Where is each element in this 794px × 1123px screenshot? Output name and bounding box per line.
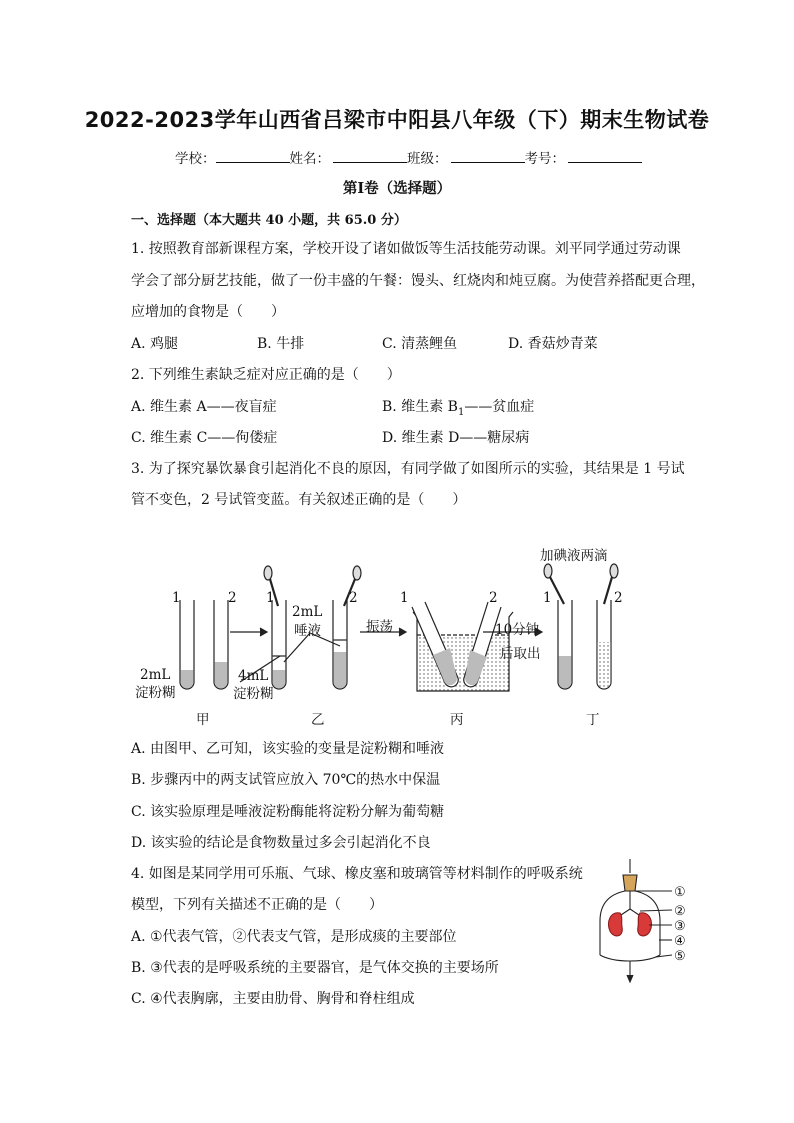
- q2-option-a: A. 维生素 A——夜盲症: [131, 399, 277, 415]
- school-label: 学校：: [175, 151, 216, 167]
- q1-stem-line3: 应增加的食物是（ ）: [131, 304, 285, 320]
- exam-no-blank: [568, 148, 642, 163]
- name-blank: [333, 148, 407, 163]
- class-blank: [451, 148, 525, 163]
- q2-option-b: [382, 396, 534, 418]
- arrow-head-yi-bing: [399, 628, 406, 636]
- pull-arrow-head: [627, 975, 633, 982]
- q3-option-b: B. 步骤丙中的两支试管应放入 70℃的热水中保温: [131, 772, 441, 788]
- label-iodine: 加碘液两滴: [540, 548, 608, 564]
- q1-option-d: D. 香菇炒青菜: [508, 336, 598, 352]
- q4-stem-line1: 4. 如图是某同学用可乐瓶、气球、橡皮塞和玻璃管等材料制作的呼吸系统: [131, 866, 583, 882]
- tube-ding-2: [597, 600, 611, 689]
- marker-1: ①: [674, 885, 686, 900]
- label-bing-tube2: 2: [489, 590, 498, 606]
- name-label: 姓名：: [289, 151, 330, 167]
- rubber-membrane: [600, 955, 660, 961]
- page-title: 2022-2023学年山西省吕梁市中阳县八年级（下）期末生物试卷: [84, 108, 710, 132]
- label-jia: 甲: [196, 712, 210, 728]
- q2-option-b-text: B. 维生素 B: [382, 399, 458, 415]
- pointer-2: [640, 910, 672, 911]
- q1-option-a: A. 鸡腿: [131, 336, 179, 352]
- left-balloon-lung: [608, 913, 622, 936]
- label-jia-tube1: 1: [172, 590, 181, 606]
- q2-stem: 2. 下列维生素缺乏症对应正确的是（ ）: [131, 367, 401, 383]
- label-jia-tube2: 2: [228, 590, 237, 606]
- q2-option-d: D. 维生素 D——糖尿病: [382, 430, 530, 446]
- bronchi-tubes: [621, 909, 639, 915]
- q1-option-b: B. 牛排: [257, 336, 305, 352]
- q2-option-b-subscript: 1: [457, 406, 465, 418]
- q3-option-c: C. 该实验原理是唾液淀粉酶能将淀粉分解为葡萄糖: [131, 804, 445, 820]
- q2-option-b-tail: ——贫血症: [464, 399, 535, 415]
- q3-stem-line1: 3. 为了探究暴饮暴食引起消化不良的原因，有同学做了如图所示的实验，其结果是 1 号试: [131, 461, 685, 477]
- label-yi: 乙: [311, 712, 325, 728]
- q4-option-b: B. ③代表的是呼吸系统的主要器官，是气体交换的主要场所: [131, 960, 499, 976]
- label-yi-tube2: 2: [349, 590, 358, 606]
- q3-option-a: A. 由图甲、乙可知，该实验的变量是淀粉糊和唾液: [131, 741, 445, 757]
- q2-option-c: C. 维生素 C——佝偻症: [131, 430, 278, 446]
- exam-no-label: 考号：: [524, 151, 565, 167]
- q3-stem-line2: 管不变色，2 号试管变蓝。有关叙述正确的是（ ）: [131, 492, 467, 508]
- marker-4: ④: [674, 934, 686, 949]
- marker-3: ③: [674, 919, 686, 934]
- arrow-head-jia-yi: [260, 628, 267, 636]
- label-saliva-vol: 2mL: [292, 604, 323, 620]
- label-ten-min: 10分钟: [495, 622, 540, 638]
- section-title: 第Ⅰ卷（选择题）: [342, 180, 452, 197]
- digestion-experiment-figure: [130, 540, 650, 735]
- label-take-out: 后取出: [500, 646, 541, 662]
- class-label: 班级：: [407, 151, 448, 167]
- q4-option-a: A. ①代表气管，②代表支气管，是形成痰的主要部位: [131, 929, 457, 945]
- q1-stem-line1: 1. 按照教育部新课程方案，学校开设了诸如做饭等生活技能劳动课。刘平同学通过劳动课: [131, 241, 681, 257]
- marker-2: ②: [674, 904, 686, 919]
- label-saliva: 唾液: [294, 623, 321, 639]
- label-ding-tube2: 2: [614, 590, 623, 606]
- label-starch-jia: 淀粉糊: [135, 685, 176, 701]
- student-info-row: [175, 147, 642, 167]
- label-starch-4ml: 4mL: [238, 668, 269, 684]
- label-shake: 振荡: [366, 619, 393, 635]
- tube-ding-1: [558, 600, 572, 689]
- label-bing: 丙: [450, 712, 464, 728]
- label-starch-yi: 淀粉糊: [233, 686, 274, 702]
- tube-jia-1: [180, 600, 194, 689]
- tube-jia-2: [214, 600, 228, 689]
- respiratory-model-figure: [590, 855, 700, 990]
- q4-option-c: C. ④代表胸廓，主要由肋骨、胸骨和脊柱组成: [131, 991, 415, 1007]
- label-ding-tube1: 1: [543, 590, 552, 606]
- right-balloon-lung: [638, 913, 652, 936]
- q1-option-c: C. 清蒸鲤鱼: [382, 336, 458, 352]
- label-starch-2ml: 2mL: [140, 667, 171, 683]
- label-ding: 丁: [586, 712, 600, 728]
- part-heading: 一、选择题（本大题共 40 小题，共 65.0 分）: [131, 213, 407, 228]
- q4-stem-line2: 模型，下列有关描述不正确的是（ ）: [131, 897, 383, 913]
- marker-5: ⑤: [674, 949, 686, 964]
- school-blank: [216, 148, 290, 163]
- q3-option-d: D. 该实验的结论是食物数量过多会引起消化不良: [131, 835, 431, 851]
- q1-stem-line2: 学会了部分厨艺技能，做了一份丰盛的午餐：馒头、红烧肉和炖豆腐。为使营养搭配更合理，: [131, 273, 705, 289]
- label-bing-tube1: 1: [400, 590, 409, 606]
- label-yi-tube1: 1: [266, 590, 275, 606]
- tube-yi-1: [272, 600, 286, 689]
- rubber-stopper: [623, 875, 637, 891]
